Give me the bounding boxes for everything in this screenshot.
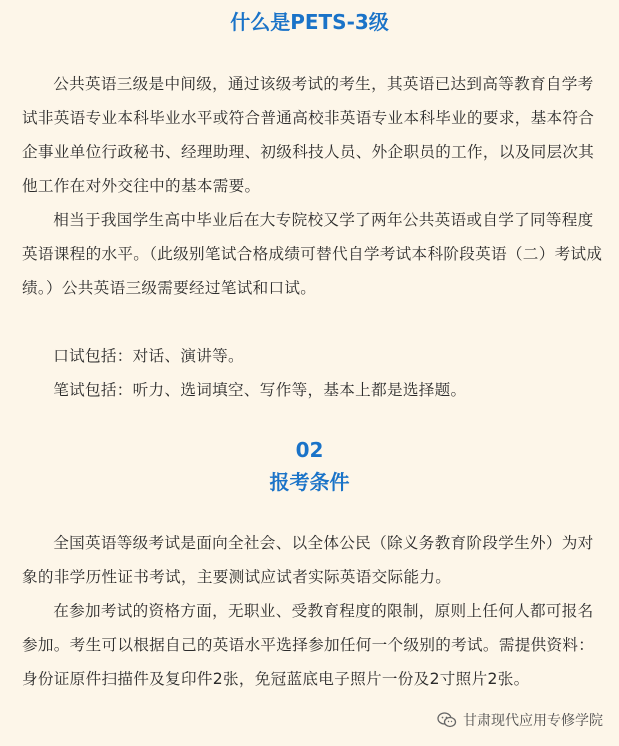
section2-paragraph-1: 全国英语等级考试是面向全社会、以全体公民（除义务教育阶段学生外）为对象的非学历性证书考试，主要测试应试者实际英语交际能力。 [22,534,594,586]
section1-paragraph-2: 相当于我国学生高中毕业后在大专院校又学了两年公共英语或自学了同等程度英语课程的水平。（此级别笔试合格成绩可替代自学考试本科阶段英语（二）考试成绩。）公共英语三级需要经过笔试和口试。 [22,211,603,297]
wechat-icon [437,712,457,728]
section2-title: 报考条件 [269,470,350,494]
section2-number: 02 [295,438,324,462]
watermark [437,710,603,730]
section1-paragraph-4: 笔试包括：听力、选词填空、写作等，基本上都是选择题。 [53,381,467,399]
watermark-text: 甘肃现代应用专修学院 [463,713,603,729]
section1-paragraph-3: 口试包括：对话、演讲等。 [53,347,244,365]
section1-title: 什么是PETS-3级 [230,10,389,34]
section1-paragraph-1: 公共英语三级是中间级，通过该级考试的考生，其英语已达到高等教育自学考试非英语专业本科毕业水平或符合普通高校非英语专业本科毕业的要求，基本符合企事业单位行政秘书、经理助理、初级科技人员、外企职员的工作，以及同层次其他工作在对外交往中的基本需要。 [22,75,595,195]
section2-paragraph-2: 在参加考试的资格方面，无职业、受教育程度的限制，原则上任何人都可报名参加。考生可以根据自己的英语水平选择参加任何一个级别的考试。需提供资料：身份证原件扫描件及复印件2张，免冠蓝底电子照片一份及2寸照片2张。 [22,602,595,688]
